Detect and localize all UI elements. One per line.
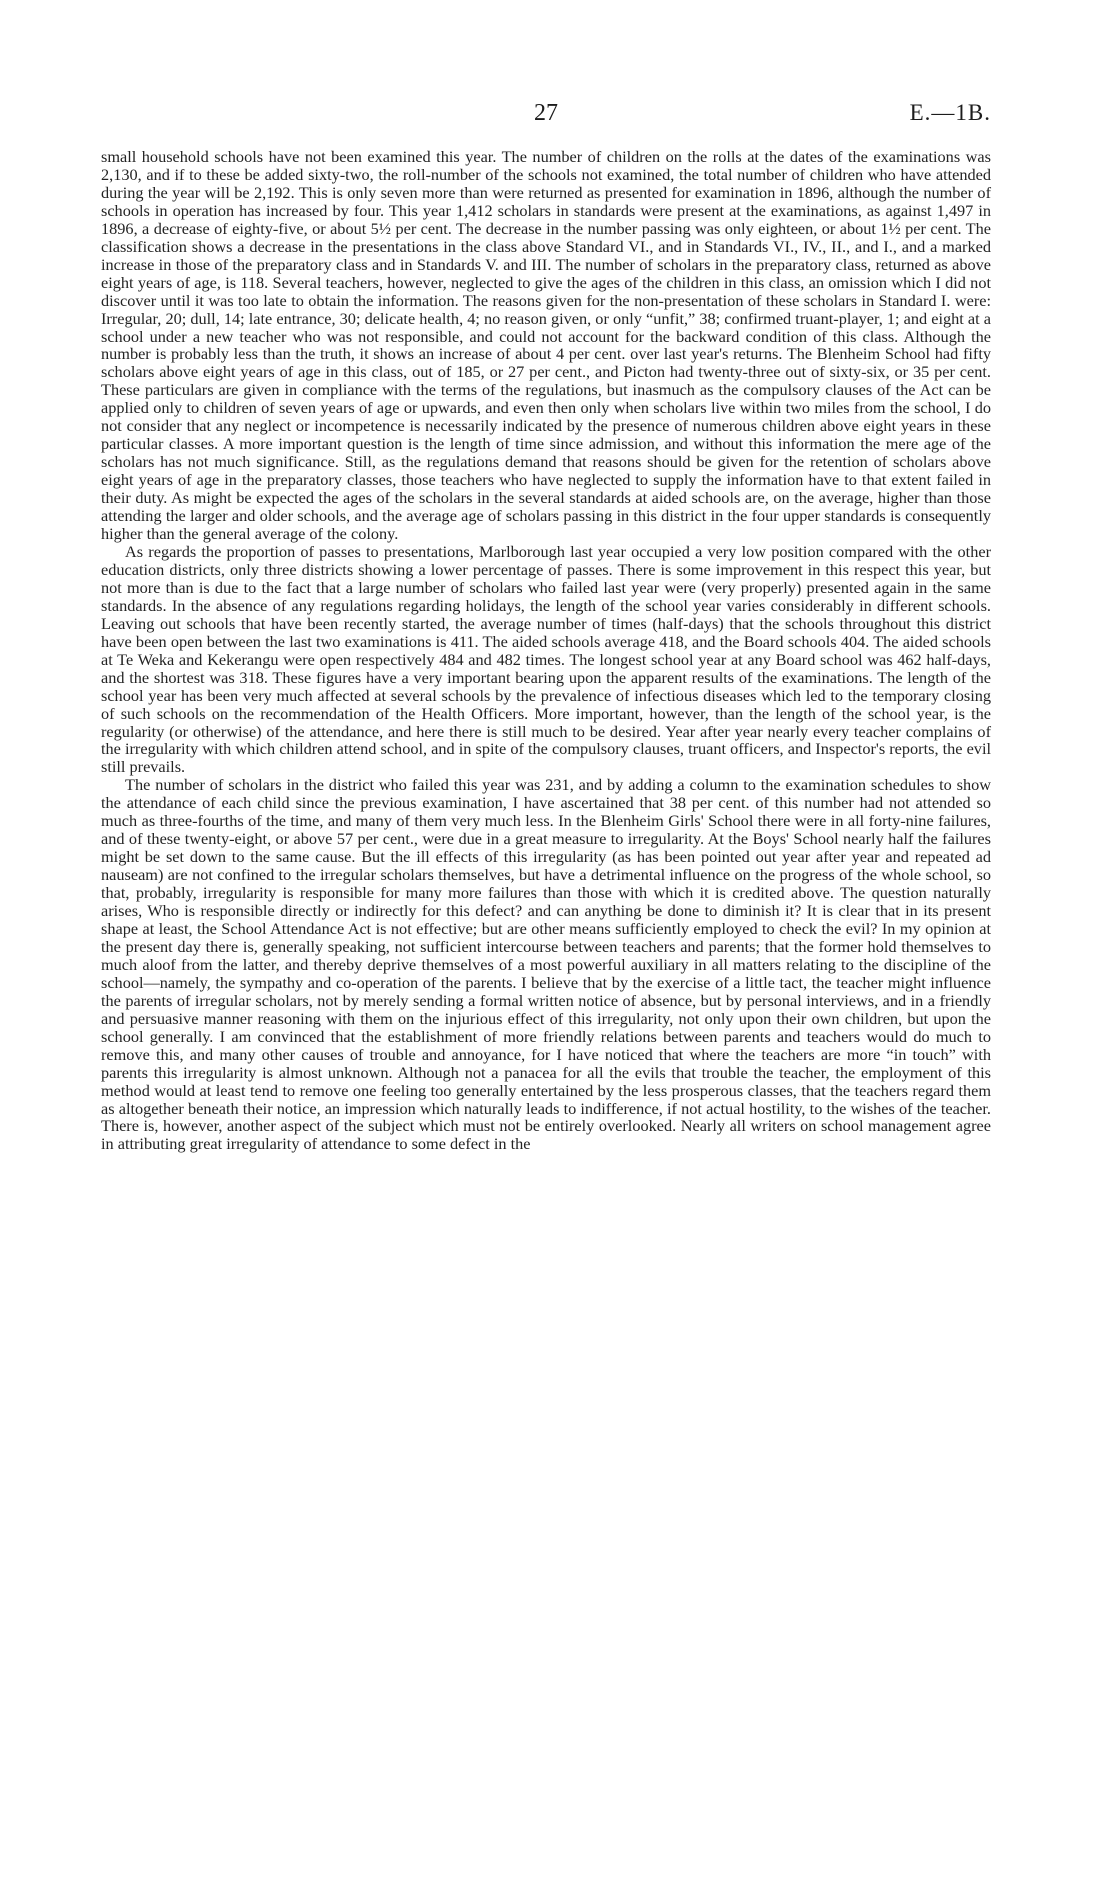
paragraph-household-schools: small household schools have not been examined this year. The number of children on the rolls at the dates of the examinations was 2,130, and if to these be added sixty-two, the roll-number of the schools not examined, the total number of children who have attended during the year will be 2,192. This is only seven more than were returned as presented for examination in 1896, although the number of schools in operation has increased by four. This year 1,412 scholars in standards were present at the examinations, as against 1,497 in 1896, a decrease of eighty-five, or about 5½ per cent. The decrease in the number passing was only eighteen, or about 1½ per cent. The classification shows a decrease in the presentations in the class above Standard VI., and in Standards VI., IV., II., and I., and a marked increase in those of the preparatory class and in Standards V. and III. The number of scholars in the preparatory class, returned as above eight years of age, is 118. Several teachers, however, neglected to give the ages of the children in this class, an omission which I did not discover until it was too late to obtain the information. The reasons given for the non-presentation of these scholars in Standard I. were: Irregular, 20; dull, 14; late entrance, 30; delicate health, 4; no reason given, or only “unfit,” 38; confirmed truant-player, 1; and eight at a school under a new teacher who was not responsible, and could not account for the backward condition of this class. Although the number is probably less than the truth, it shows an increase of about 4 per cent. over last year's returns. The Blenheim School had fifty scholars above eight years of age in this class, out of 185, or 27 per cent., and Picton had twenty-three out of sixty-six, or 35 per cent. These particulars are given in compliance with the terms of the regulations, but inasmuch as the compulsory clauses of the Act can be applied only to children of seven years of age or upwards, and even then only when scholars live within two miles from the school, I do not consider that any neglect or incompetence is necessarily indicated by the presence of numerous children above eight years in these particular classes. A more important question is the length of time since admission, and without this information the mere age of the scholars has not much significance. Still, as the regulations demand that reasons should be given for the retention of scholars above eight years of age in the preparatory classes, those teachers who have neglected to supply the information have to that extent failed in their duty. As might be expected the ages of the scholars in the several standards at aided schools are, on the average, higher than those attending the larger and older schools, and the average age of scholars passing in this district in the four upper standards is consequently higher than the general average of the colony. bbox=[101, 147, 991, 544]
paragraph-passes-presentations: As regards the proportion of passes to presentations, Marlborough last year occupied a very low position compared with the other education districts, only three districts showing a lower percentage of passes. There is some improvement in this respect this year, but not more than is due to the fact that a large number of scholars who failed last year were (very properly) presented again in the same standards. In the absence of any regulations regarding holidays, the length of the school year varies considerably in different schools. Leaving out schools that have been recently started, the average number of times (half-days) that the schools throughout this district have been open between the last two examinations is 411. The aided schools average 418, and the Board schools 404. The aided schools at Te Weka and Kekerangu were open respectively 484 and 482 times. The longest school year at any Board school was 462 half-days, and the shortest was 318. These figures have a very important bearing upon the apparent results of the examinations. The length of the school year has been very much affected at several schools by the prevalence of infectious diseases which led to the temporary closing of such schools on the recommendation of the Health Officers. More important, however, than the length of the school year, is the regularity (or otherwise) of the attendance, and here there is still much to be desired. Year after year nearly every teacher complains of the irregularity with which children attend school, and in spite of the compulsory clauses, truant officers, and Inspector's reports, the evil still prevails. bbox=[101, 541, 991, 777]
body-text bbox=[101, 148, 991, 1153]
paper-reference: E.—1B. bbox=[909, 100, 991, 125]
page-header bbox=[101, 100, 991, 140]
paragraph-failures-irregularity: The number of scholars in the district who failed this year was 231, and by adding a column to the examination schedules to show the attendance of each child since the previous examination, I have ascertained that 38 per cent. of this number had not attended so much as three-fourths of the time, and many of them very much less. In the Blenheim Girls' School there were in all forty-nine failures, and of these twenty-eight, or above 57 per cent., were due in a great measure to irregularity. At the Boys' School nearly half the failures might be set down to the same cause. But the ill effects of this irregularity (as has been pointed out year after year and repeated ad nauseam) are not confined to the irregular scholars themselves, but have a detrimental influence on the progress of the whole school, so that, probably, irregularity is responsible for many more failures than those with which it is credited above. The question naturally arises, Who is responsible directly or indirectly for this defect? and can anything be done to diminish it? It is clear that in its present shape at least, the School Attendance Act is not effective; but are other means sufficiently employed to check the evil? In my opinion at the present day there is, generally speaking, not sufficient intercourse between teachers and parents; that the former hold themselves to much aloof from the latter, and thereby deprive themselves of a most powerful auxiliary in all matters relating to the discipline of the school—namely, the sympathy and co-operation of the parents. I believe that by the exercise of a little tact, the teacher might influence the parents of irregular scholars, not by merely sending a formal written notice of absence, but by personal interviews, and in a friendly and persuasive manner reasoning with them on the injurious effect of this irregularity, not only upon their own children, but upon the school generally. I am convinced that the establishment of more friendly relations between parents and teachers would do much to remove this, and many other causes of trouble and annoyance, for I have noticed that where the teachers are more “in touch” with parents this irregularity is almost unknown. Although not a panacea for all the evils that trouble the teacher, the employment of this method would at least tend to remove one feeling too generally entertained by the less prosperous classes, that the teachers regard them as altogether beneath their notice, an impression which naturally leads to indifference, if not actual hostility, to the wishes of the teacher. There is, however, another aspect of the subject which must not be entirely overlooked. Nearly all writers on school management agree in attributing great irregularity of attendance to some defect in the bbox=[101, 775, 991, 1154]
page-number: 27 bbox=[534, 100, 558, 126]
